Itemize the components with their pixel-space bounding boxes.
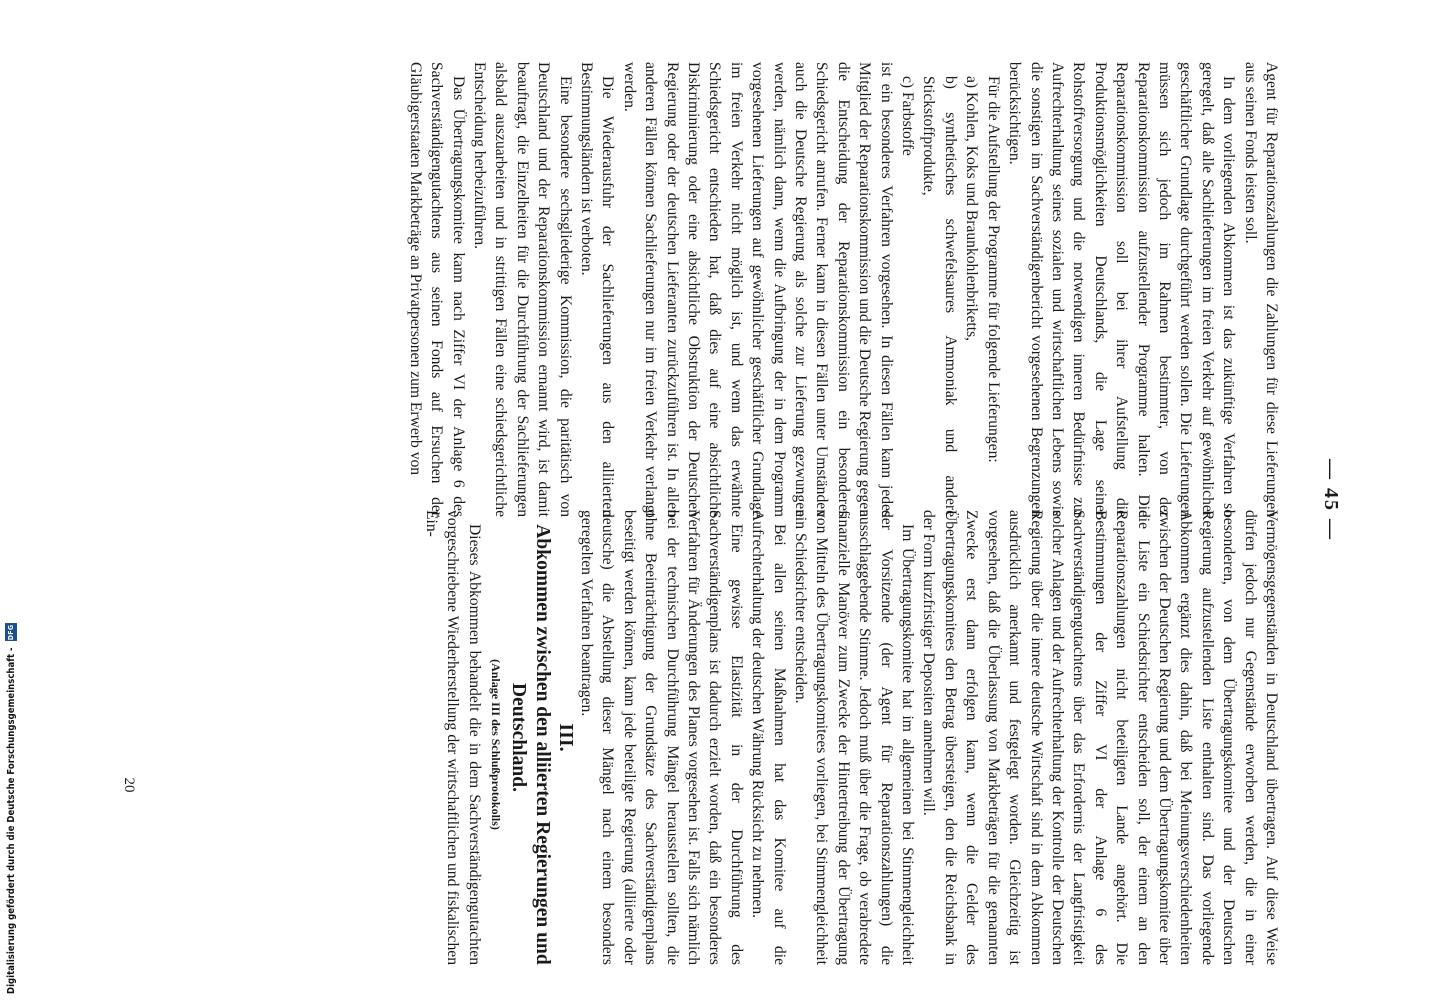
paragraph: Vermögensgegenständen in Deutschland übertragen. Auf diese Weise dürfen jedoch nur Gegenstände erworben werden, die in einer besonderen, von dem Übertragungskomitee und der Deutschen Regierung aufzustellenden Liste enthalten sind. Das vorliegende Abkommen ergänzt dies dahin, daß bei Meinungsverschiedenheiten zwischen der Deutschen Regierung und dem Übertragungskomitee über die Liste ein Schiedsrichter entscheiden soll, der einem an den Reparationszahlungen nicht beteiligten Lande angehört. Die Bestimmungen der Ziffer VI der Anlage 6 des Sachverständigengutachtens über das Erfordernis der Langfristigkeit solcher Anlagen und der Aufrechterhaltung der Kontrolle der Deutschen Regierung über die innere deutsche Wirtschaft sind in dem Abkommen ausdrücklich anerkannt und festgelegt worden. Gleichzeitig ist vorgesehen, daß die Überlassung von Markbeträgen für die genannten Zwecke erst dann erfolgen kann, wenn die Gelder des Übertragungskomitees den Betrag übersteigen, den die Reichsbank in der Form kurzfristiger Depositen annehmen will. [920,510,1280,965]
section-title: Abkommen zwischen den alliierten Regierungen und Deutschland. [508,524,554,965]
paragraph: Eine besondere sechsgliederige Kommission, die paritätisch von Deutschland und der Reparationskommission ernannt wird, ist damit beauftragt, die Einzelheiten für die Durchführung der Sachlieferungen alsbald auszuarbeiten und in strittigen Fällen eine schiedsgerichtliche Entscheidung herbeizuführen. [470,62,574,517]
paragraph: b) synthetisches schwefelsaures Ammoniak und andere Stickstoffprodukte, [920,76,959,517]
paragraph: Eine gewisse Elastizität in der Durchführung des Sachverständigenplans ist dadurch erzielt worden, daß ein besonderes Verfahren für Änderungen des Planes vorgesehen ist. Falls sich nämlich bei der technischen Durchführung Mängel herausstellen sollten, die ohne Beeinträchtigung der Grundsätze des Sachverständigenplans beseitigt werden können, kann jede beteiligte Regierung (alliierte oder deutsche) die Abstellung dieser Mängel nach einem besonders geregelten Verfahren beantragen. [578,510,745,965]
digitization-credit [0,0,22,1000]
paragraph: Die Wiederausfuhr der Sachlieferungen aus den alliierten Bestimmungsländern ist verboten. [578,62,617,517]
paragraph: Für die Aufstellung der Programme für folgende Lieferungen: [984,76,1002,463]
paragraph: a) Kohlen, Koks und Braunkohlenbriketts, [963,76,981,342]
page-number: — 45 — [1320,459,1342,541]
footer-page-number: 20 [121,777,137,793]
paragraph: ist ein besonderes Verfahren vorgesehen. In diesen Fällen kann jedes Mitglied der Reparationskommission und die Deutsche Regierung gegen die Entscheidung der Reparationskommission ein besonderes Schiedsgericht anrufen. Ferner kann in diesen Fällen unter Umständen auch die Deutsche Regierung als solche zur Lieferung gezwungen werden, nämlich dann, wenn die Aufbringung der in dem Programm vorgesehenen Lieferungen auf gewöhnlicher geschäftlicher Grundlage im freien Verkehr nicht möglich ist, und wenn das erwähnte Schiedsgericht entschieden hat, daß dies auf eine absichtliche Diskriminierung oder eine absichtliche Obstruktion der Deutschen Regierung oder der deutschen Lieferanten zurückzuführen ist. In allen anderen Fällen können Sachlieferungen nur im freien Verkehr verlangt werden. [620,62,895,517]
section-annex-note: (Anlage III des Schlußprotokolls) [489,659,504,830]
dfg-logo-icon: DFG [7,624,15,641]
paragraph: Agent für Reparationszahlungen die Zahlungen für diese Lieferungen aus seinen Fonds leisten soll. [1241,62,1280,517]
right-text-column [421,510,1282,965]
credit-text: Digitalisierung gefördert durch die Deutsche Forschungsgemeinschaft - [5,647,17,994]
paragraph: Bei allen seinen Maßnahmen hat das Komitee auf die Aufrechterhaltung der deutschen Währung Rücksicht zu nehmen. [749,510,788,965]
left-text-column [404,62,1282,517]
paragraph: c) Farbstoffe [899,76,917,156]
paragraph: Dieses Abkommen behandelt die in dem Sachverständigengutachten vorgeschriebene Wiederherstellung der wirtschaftlichen und fiskalischen Ein- [422,510,483,965]
paragraph: Das Übertragungskomitee kann nach Ziffer VI der Anlage 6 des Sachverständigengutachtens aus seinen Fonds auf Ersuchen der Gläubigerstaaten Markbeträge an Privatpersonen zum Erwerb von [406,62,467,517]
paragraph: Im Übertragungskomitee hat im allgemeinen bei Stimmengleichheit der Vorsitzende (der Agent für Reparationszahlungen) die ausschlaggebende Stimme. Jedoch muß über die Frage, ob verabredete finanzielle Manöver zum Zwecke der Hintertreibung der Übertragung von Mitteln des Übertragungskomitees vorliegen, bei Stimmengleichheit ein Schiedsrichter entscheiden. [792,510,917,965]
section-number: III. [554,723,577,752]
paragraph: In dem vorliegenden Abkommen ist das zukünftige Verfahren so geregelt, daß alle Sachlieferungen im freien Verkehr auf gewöhnlicher geschäftlicher Grundlage durchgeführt werden sollen. Die Lieferungen müssen sich jedoch im Rahmen bestimmter, von der Reparationskommission aufzustellender Programme halten. Die Reparationskommission soll bei ihrer Aufstellung die Produktionsmöglichkeiten Deutschlands, die Lage seiner Rohstoffversorgung und die notwendigen inneren Bedürfnisse zur Aufrechterhaltung seines sozialen und wirtschaftlichen Lebens sowie die sonstigen im Sachverständigenbericht vorgesehenen Begrenzungen berücksichtigen. [1006,62,1238,517]
